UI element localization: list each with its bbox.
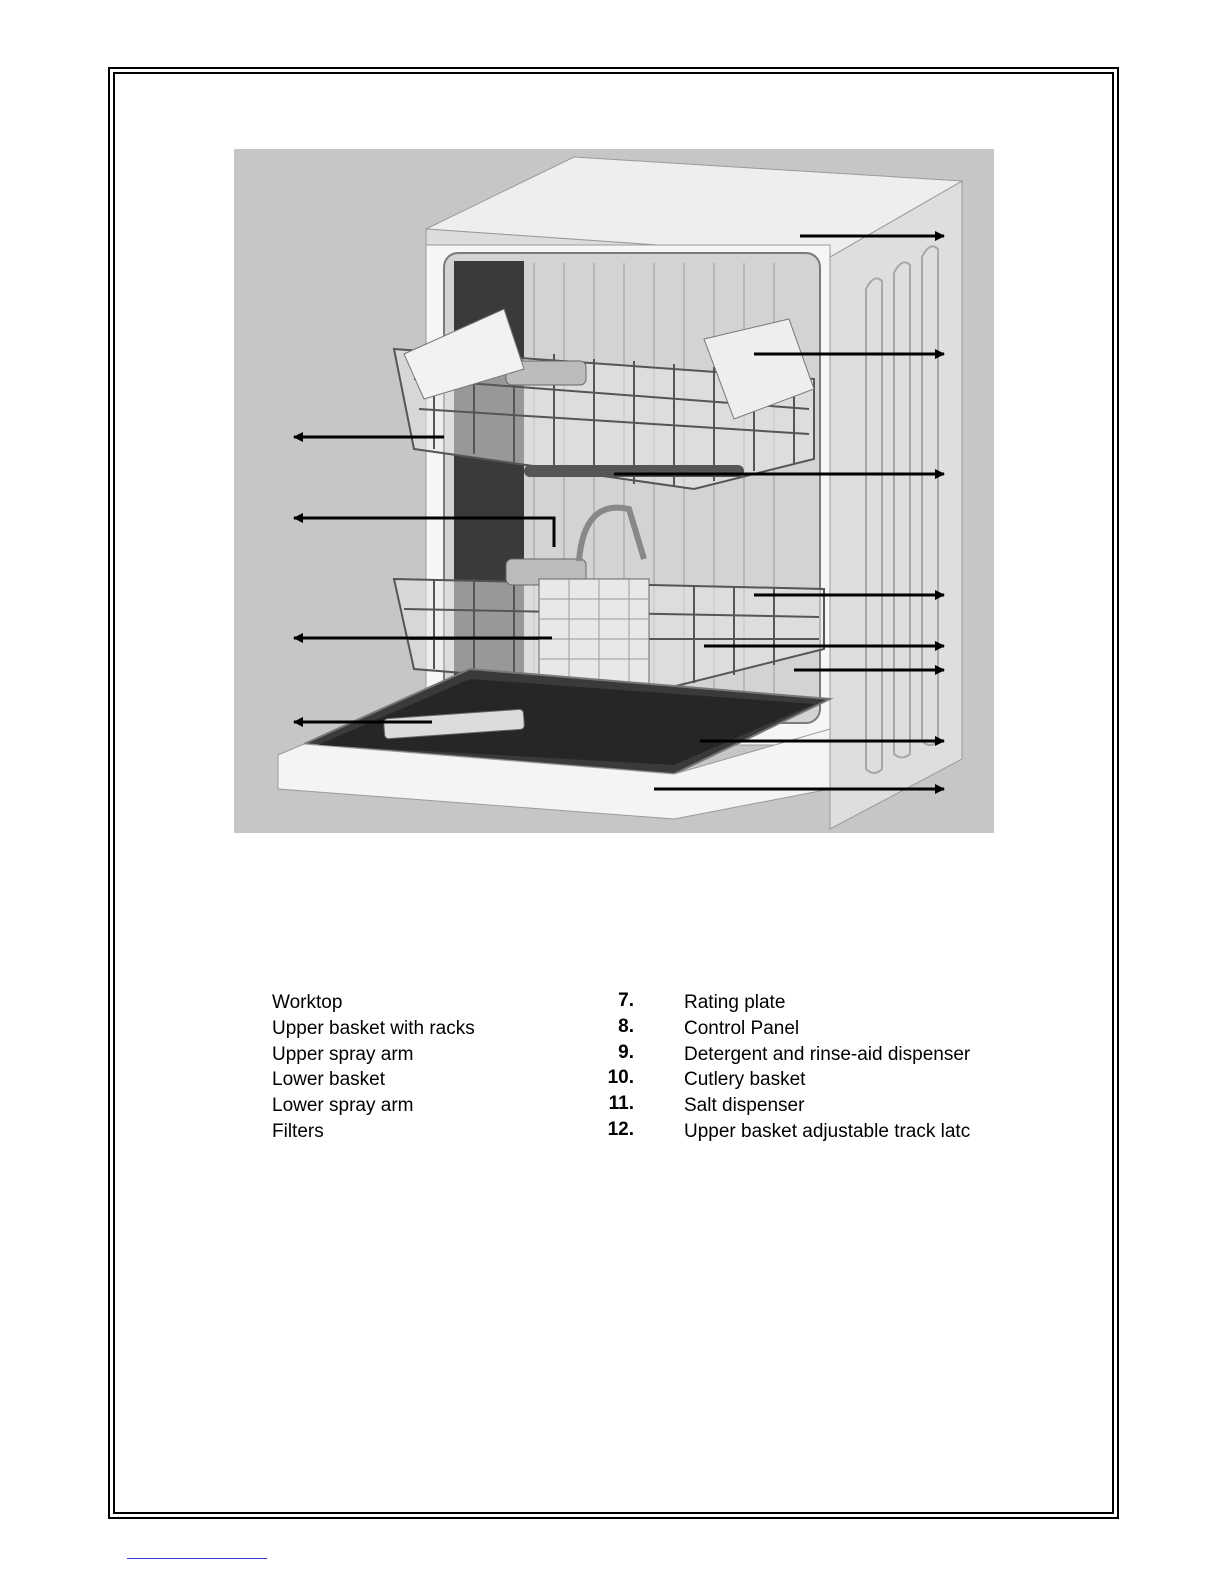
legend-number: 7. — [618, 990, 634, 1011]
legend-item: Lower basket — [272, 1069, 386, 1091]
legend-item: Upper basket with racks — [272, 1017, 475, 1039]
legend-number: 11. — [608, 1093, 634, 1115]
legend-number: 8. — [618, 1015, 634, 1037]
legend-number: 10. — [607, 1067, 634, 1089]
legend-item: Rating plate — [684, 992, 786, 1013]
legend-item: Lower spray arm — [272, 1095, 414, 1117]
legend-item: Salt dispenser — [684, 1095, 805, 1117]
side-panel — [830, 181, 962, 829]
legend-item: Filters — [272, 1120, 324, 1142]
legend-item: Worktop — [272, 992, 343, 1013]
legend-number: 12. — [607, 1118, 634, 1140]
dishwasher-illustration — [234, 149, 994, 833]
footnote-separator — [127, 1558, 267, 1559]
legend-item: Cutlery basket — [684, 1069, 806, 1091]
cutlery-basket — [539, 579, 649, 689]
legend-item: Detergent and rinse-aid dispenser — [684, 1043, 971, 1065]
legend-item: Upper spray arm — [272, 1043, 414, 1065]
legend-left-column — [272, 990, 475, 1145]
legend-number-column — [590, 988, 634, 1143]
legend-number: 9. — [618, 1041, 634, 1063]
legend-right-column — [684, 990, 970, 1145]
legend-item: Upper basket adjustable track latc — [684, 1120, 971, 1142]
legend-item: Control Panel — [684, 1017, 800, 1039]
